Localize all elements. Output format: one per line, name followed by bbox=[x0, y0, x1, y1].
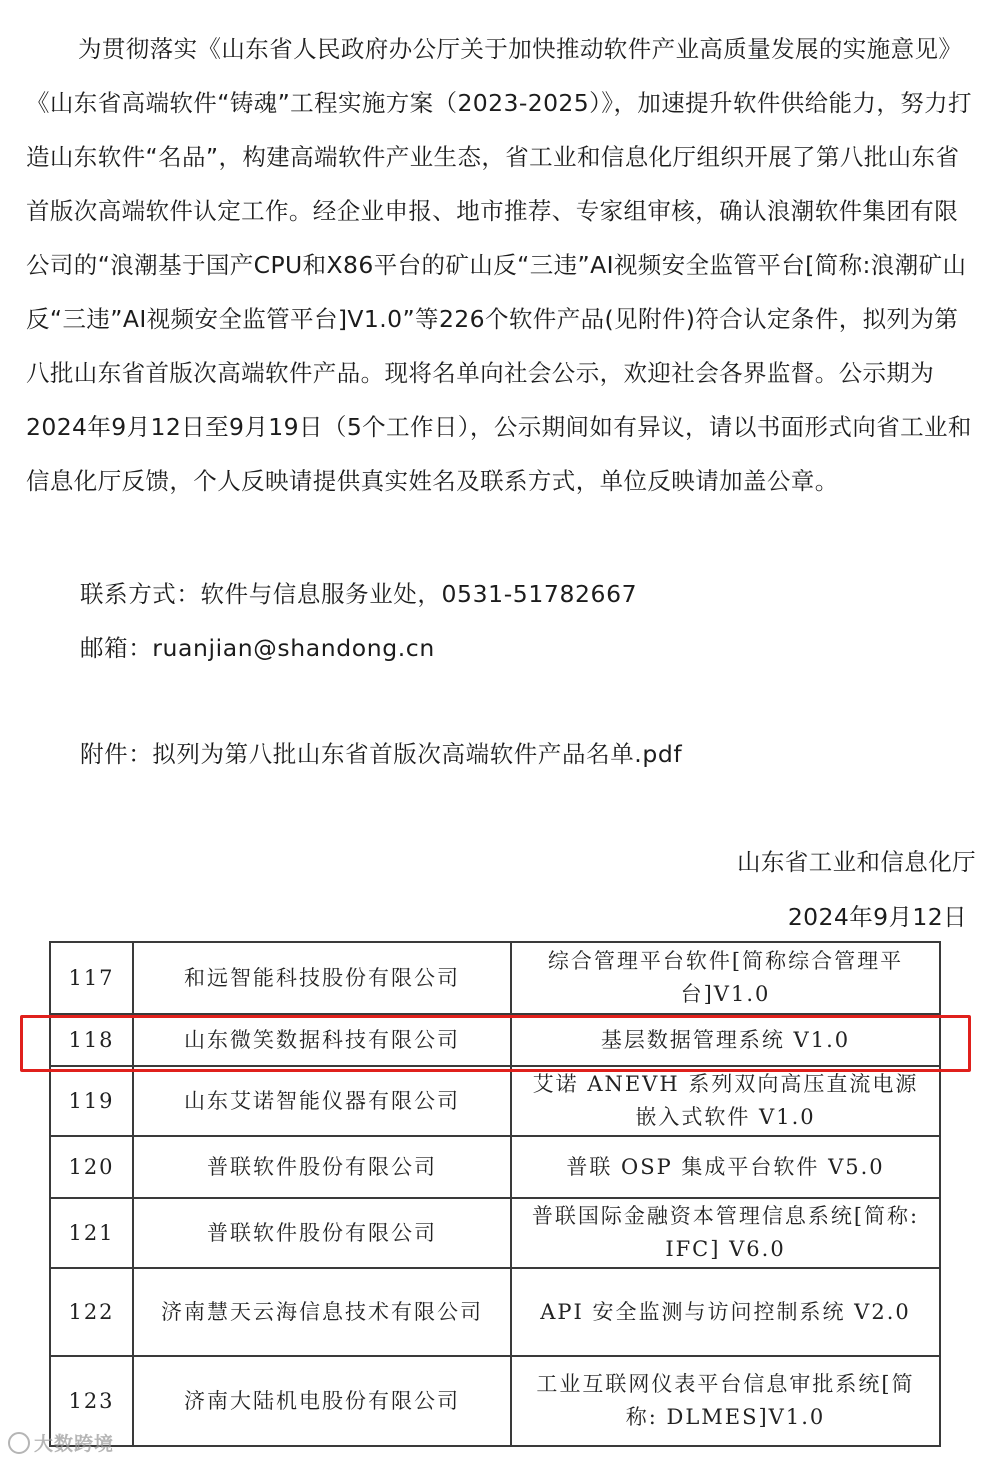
notice-body bbox=[26, 22, 976, 508]
row-number: 120 bbox=[50, 1136, 133, 1198]
company-cell: 和远智能科技股份有限公司 bbox=[133, 942, 511, 1014]
email-line: 邮箱：ruanjian@shandong.cn bbox=[80, 634, 435, 662]
table-row bbox=[50, 1268, 940, 1356]
product-cell: 艾诺 ANEVH 系列双向高压直流电源嵌入式软件 V1.0 bbox=[511, 1066, 940, 1136]
table-row bbox=[50, 1356, 940, 1446]
table-row bbox=[50, 1136, 940, 1198]
company-cell: 济南大陆机电股份有限公司 bbox=[133, 1356, 511, 1446]
row-number: 123 bbox=[50, 1356, 133, 1446]
product-table bbox=[49, 941, 941, 1447]
table-row bbox=[50, 942, 940, 1014]
table-row bbox=[50, 1066, 940, 1136]
product-cell: 基层数据管理系统 V1.0 bbox=[511, 1014, 940, 1066]
contact-line: 联系方式：软件与信息服务业处，0531-51782667 bbox=[80, 580, 638, 608]
logo-circle-icon bbox=[8, 1432, 30, 1454]
table-row bbox=[50, 1014, 940, 1066]
company-cell: 济南慧天云海信息技术有限公司 bbox=[133, 1268, 511, 1356]
product-cell: 工业互联网仪表平台信息审批系统[简称: DLMES]V1.0 bbox=[511, 1356, 940, 1446]
row-number: 119 bbox=[50, 1066, 133, 1136]
table-row bbox=[50, 1198, 940, 1268]
company-cell: 山东艾诺智能仪器有限公司 bbox=[133, 1066, 511, 1136]
company-cell: 普联软件股份有限公司 bbox=[133, 1136, 511, 1198]
issue-date: 2024年9月12日 bbox=[787, 903, 967, 931]
product-cell: 综合管理平台软件[简称综合管理平台]V1.0 bbox=[511, 942, 940, 1014]
row-number: 121 bbox=[50, 1198, 133, 1268]
row-number: 117 bbox=[50, 942, 133, 1014]
product-cell: 普联 OSP 集成平台软件 V5.0 bbox=[511, 1136, 940, 1198]
notice-paragraph: 为贯彻落实《山东省人民政府办公厅关于加快推动软件产业高质量发展的实施意见》《山东省高端软件“铸魂”工程实施方案（2023-2025）》，加速提升软件供给能力，努力打造山东软件“名品”，构建高端软件产业生态，省工业和信息化厅组织开展了第八批山东省首版次高端软件认定工作。经企业申报、地市推荐、专家组审核，确认浪潮软件集团有限公司的“浪潮基于国产CPU和X86平台的矿山反“三违”AI视频安全监管平台[简称:浪潮矿山反“三违”AI视频安全监管平台]V1.0”等226个软件产品(见附件)符合认定条件，拟列为第八批山东省首版次高端软件产品。现将名单向社会公示，欢迎社会各界监督。公示期为2024年9月12日至9月19日（5个工作日），公示期间如有异议，请以书面形式向省工业和信息化厅反馈，个人反映请提供真实姓名及联系方式，单位反映请加盖公章。 bbox=[26, 35, 972, 495]
watermark bbox=[8, 1429, 114, 1456]
row-number: 118 bbox=[50, 1014, 133, 1066]
watermark-text: 大数跨境 bbox=[34, 1433, 115, 1455]
product-cell: API 安全监测与访问控制系统 V2.0 bbox=[511, 1268, 940, 1356]
issuer-name: 山东省工业和信息化厅 bbox=[737, 848, 976, 876]
company-cell: 普联软件股份有限公司 bbox=[133, 1198, 511, 1268]
row-number: 122 bbox=[50, 1268, 133, 1356]
product-cell: 普联国际金融资本管理信息系统[简称: IFC] V6.0 bbox=[511, 1198, 940, 1268]
attachment-link[interactable]: 附件：拟列为第八批山东省首版次高端软件产品名单.pdf bbox=[80, 740, 683, 768]
company-cell: 山东微笑数据科技有限公司 bbox=[133, 1014, 511, 1066]
